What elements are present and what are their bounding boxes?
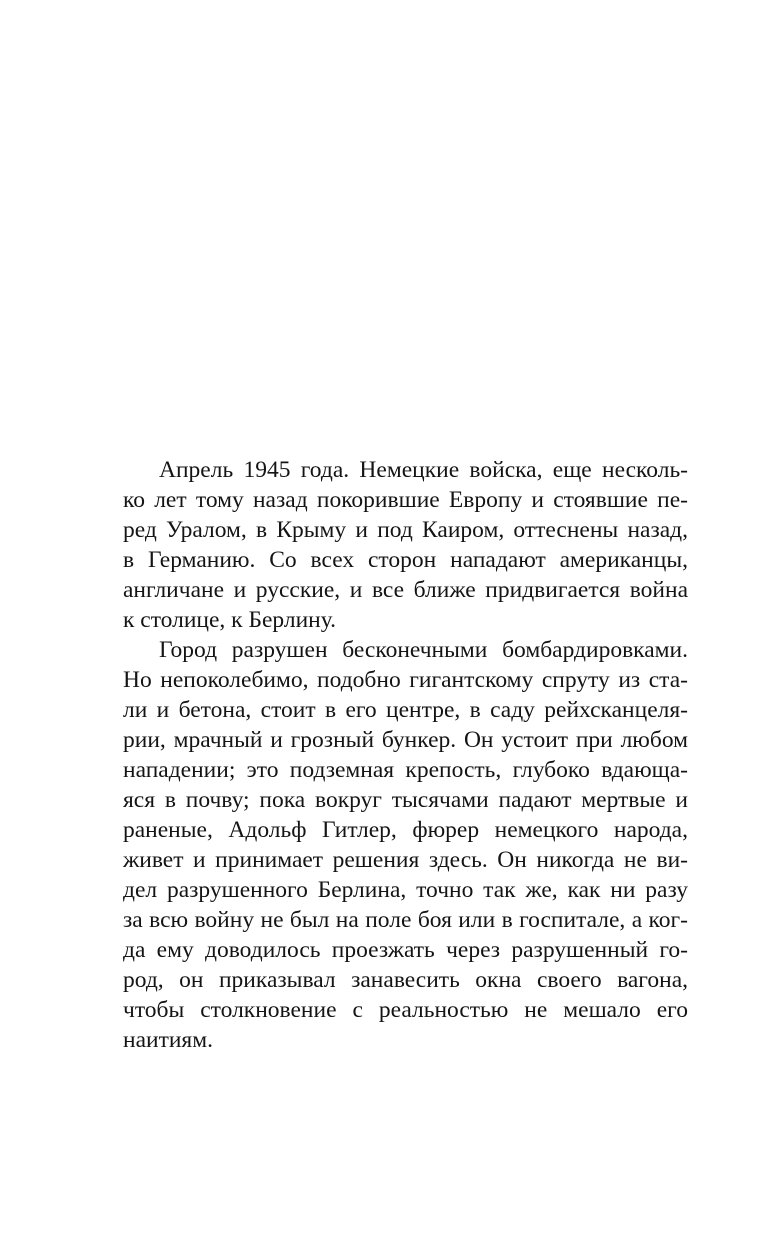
paragraph-2: [123, 635, 688, 1055]
text-line: нападении; это подземная крепость, глубоко вдающа-: [123, 757, 688, 783]
text-line: чтобы столкновение с реальностью не мешало его: [123, 997, 688, 1023]
text-line: ли и бетона, стоит в его центре, в саду рейхсканцеля-: [123, 697, 688, 723]
text-line: живет и принимает решения здесь. Он никогда не ви-: [123, 847, 688, 873]
text-line: Апрель 1945 года. Немецкие войска, еще несколь-: [159, 457, 688, 483]
text-line: род, он приказывал занавесить окна своего вагона,: [123, 967, 688, 993]
paragraph-1: [123, 455, 688, 635]
text-line: яся в почву; пока вокруг тысячами падают мертвые и: [123, 787, 688, 813]
text-line: да ему доводилось проезжать через разрушенный го-: [123, 937, 688, 963]
text-line: рии, мрачный и грозный бункер. Он устоит при любом: [123, 727, 688, 753]
text-line: Но непоколебимо, подобно гигантскому спруту из ста-: [123, 667, 688, 693]
book-page-body: [123, 455, 688, 1055]
text-line: дел разрушенного Берлина, точно так же, как ни разу: [123, 877, 688, 903]
text-line: англичане и русские, и все ближе придвигается война: [123, 577, 688, 603]
text-line: Город разрушен бесконечными бомбардировками.: [159, 637, 688, 663]
text-line: к столице, к Берлину.: [123, 607, 336, 633]
text-line: наитиям.: [123, 1027, 213, 1053]
text-line: в Германию. Со всех сторон нападают американцы,: [123, 547, 688, 573]
text-line: раненые, Адольф Гитлер, фюрер немецкого народа,: [123, 817, 688, 843]
text-line: ред Уралом, в Крыму и под Каиром, оттеснены назад,: [123, 517, 688, 543]
text-line: ко лет тому назад покорившие Европу и стоявшие пе-: [123, 487, 688, 513]
text-line: за всю войну не был на поле боя или в госпитале, а ког-: [123, 907, 688, 933]
